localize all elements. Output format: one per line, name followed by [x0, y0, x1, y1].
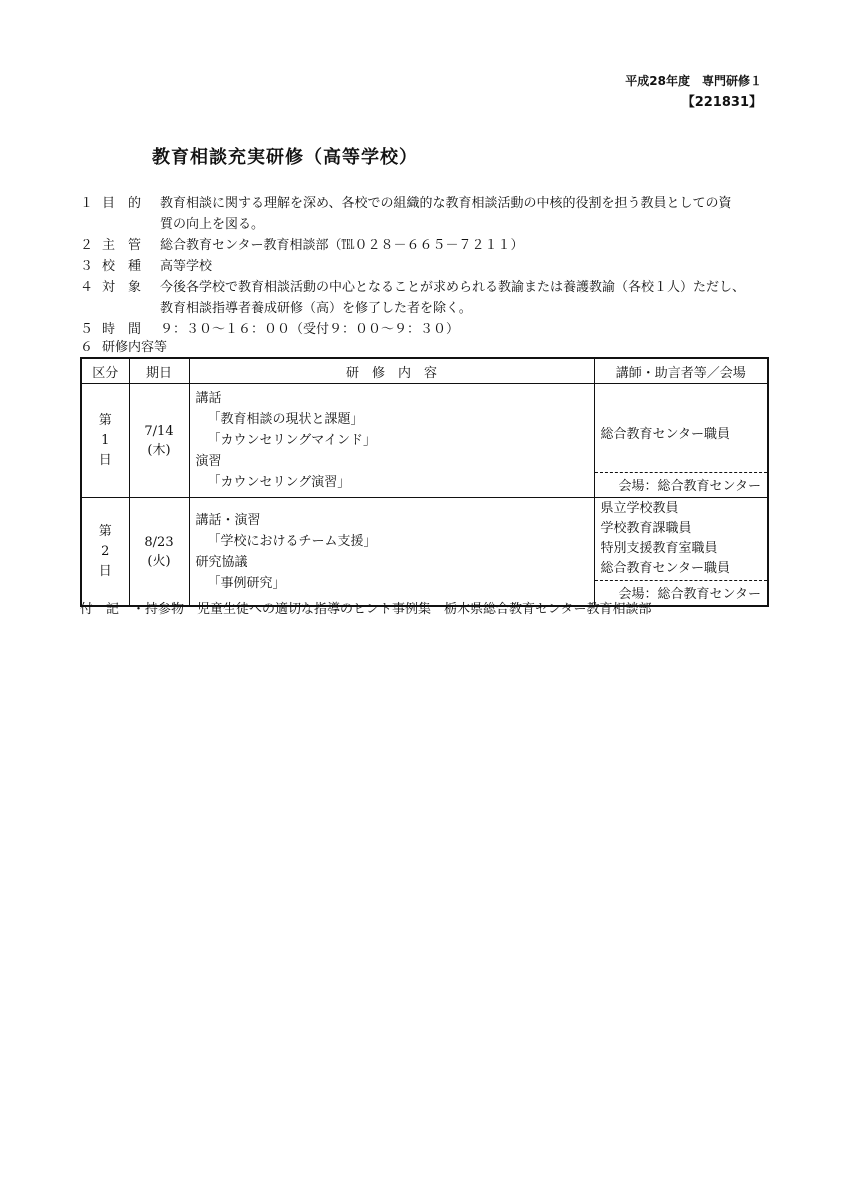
section-value: 今後各学校で教育相談活動の中心となることが求められる教諭または養護教諭（各校１人）ただし、 — [160, 280, 746, 295]
section-value-continued: 質の向上を図る。 — [160, 217, 265, 232]
content-line: 「事例研究」 — [207, 575, 286, 591]
instructor-cell — [594, 498, 768, 607]
content-line: 研究協議 — [195, 554, 248, 570]
fiscal-year-label: 平成28年度 専門研修１ — [625, 74, 762, 88]
instructor-line: 学校教育課職員 — [600, 521, 692, 536]
section-label: 時 間 — [102, 322, 142, 337]
weekday-text: (木) — [147, 442, 171, 458]
weekday-text: (火) — [147, 553, 171, 569]
section-value: 高等学校 — [160, 259, 213, 274]
date-text: 8/23 — [144, 534, 174, 550]
division-text: 1 — [101, 432, 110, 448]
division-cell — [81, 384, 129, 498]
content-cell — [189, 498, 594, 607]
division-text: 日 — [98, 563, 112, 579]
instructor-list — [595, 398, 768, 472]
instructor-list — [595, 498, 768, 580]
content-line: 「学校におけるチーム支援」 — [207, 533, 377, 549]
division-cell — [81, 498, 129, 607]
header-date: 期日 — [129, 358, 189, 384]
instructor-line: 県立学校教員 — [600, 501, 679, 516]
footnote: 付 記 ・持参物 児童生徒への適切な指導のヒント事例集 栃木県総合教育センター教育相談部 — [80, 602, 652, 617]
header-instructors: 講師・助言者等／会場 — [594, 358, 768, 384]
section-label: 校 種 — [102, 259, 142, 274]
instructor-line: 総合教育センター職員 — [600, 427, 730, 442]
course-code: 【221831】 — [681, 95, 762, 110]
header-division: 区分 — [81, 358, 129, 384]
section-number: ６ — [80, 340, 94, 355]
date-cell — [129, 498, 189, 607]
section-value-continued: 教育相談指導者養成研修（高）を修了した者を除く。 — [160, 301, 472, 316]
header-content: 研 修 内 容 — [189, 358, 594, 384]
division-text: 第 — [98, 412, 112, 428]
section-label: 目 的 — [102, 196, 142, 211]
table-row — [81, 384, 768, 498]
venue-text: 会場：総合教育センター — [595, 580, 768, 605]
division-text: 2 — [101, 543, 110, 559]
content-cell — [189, 384, 594, 498]
section-value: 教育相談に関する理解を深め、各校での組織的な教育相談活動の中核的役割を担う教員としての資 — [160, 196, 732, 211]
section-label: 研修内容等 — [102, 340, 168, 355]
section-number: ５ — [80, 322, 94, 337]
section-number: ３ — [80, 259, 94, 274]
content-line: 「カウンセリング演習」 — [207, 475, 351, 490]
table-header-row — [81, 358, 768, 384]
date-cell — [129, 384, 189, 498]
instructor-line: 総合教育センター職員 — [600, 561, 730, 576]
section-value: 総合教育センター教育相談部（℡０２８－６６５－７２１１） — [160, 238, 524, 253]
venue-text: 会場：総合教育センター — [595, 472, 768, 497]
section-label: 主 管 — [102, 238, 142, 253]
content-line: 「カウンセリングマインド」 — [207, 433, 376, 448]
section-number: １ — [80, 196, 94, 211]
content-line: 演習 — [195, 454, 222, 469]
date-text: 7/14 — [144, 423, 174, 439]
page-title: 教育相談充実研修（高等学校） — [152, 147, 418, 168]
table-row — [81, 498, 768, 607]
instructor-cell — [594, 384, 768, 498]
content-line: 講話 — [195, 391, 222, 406]
instructor-line: 特別支援教育室職員 — [600, 541, 718, 556]
section-number: ４ — [80, 280, 94, 295]
division-text: 第 — [98, 523, 112, 539]
division-text: 日 — [98, 452, 112, 468]
section-number: ２ — [80, 238, 94, 253]
content-line: 講話・演習 — [195, 512, 261, 528]
content-line: 「教育相談の現状と課題」 — [207, 412, 364, 427]
section-value: ９：３０～１６：００（受付９：００～９：３０） — [160, 322, 460, 337]
section-label: 対 象 — [102, 280, 142, 295]
schedule-table — [80, 357, 769, 607]
